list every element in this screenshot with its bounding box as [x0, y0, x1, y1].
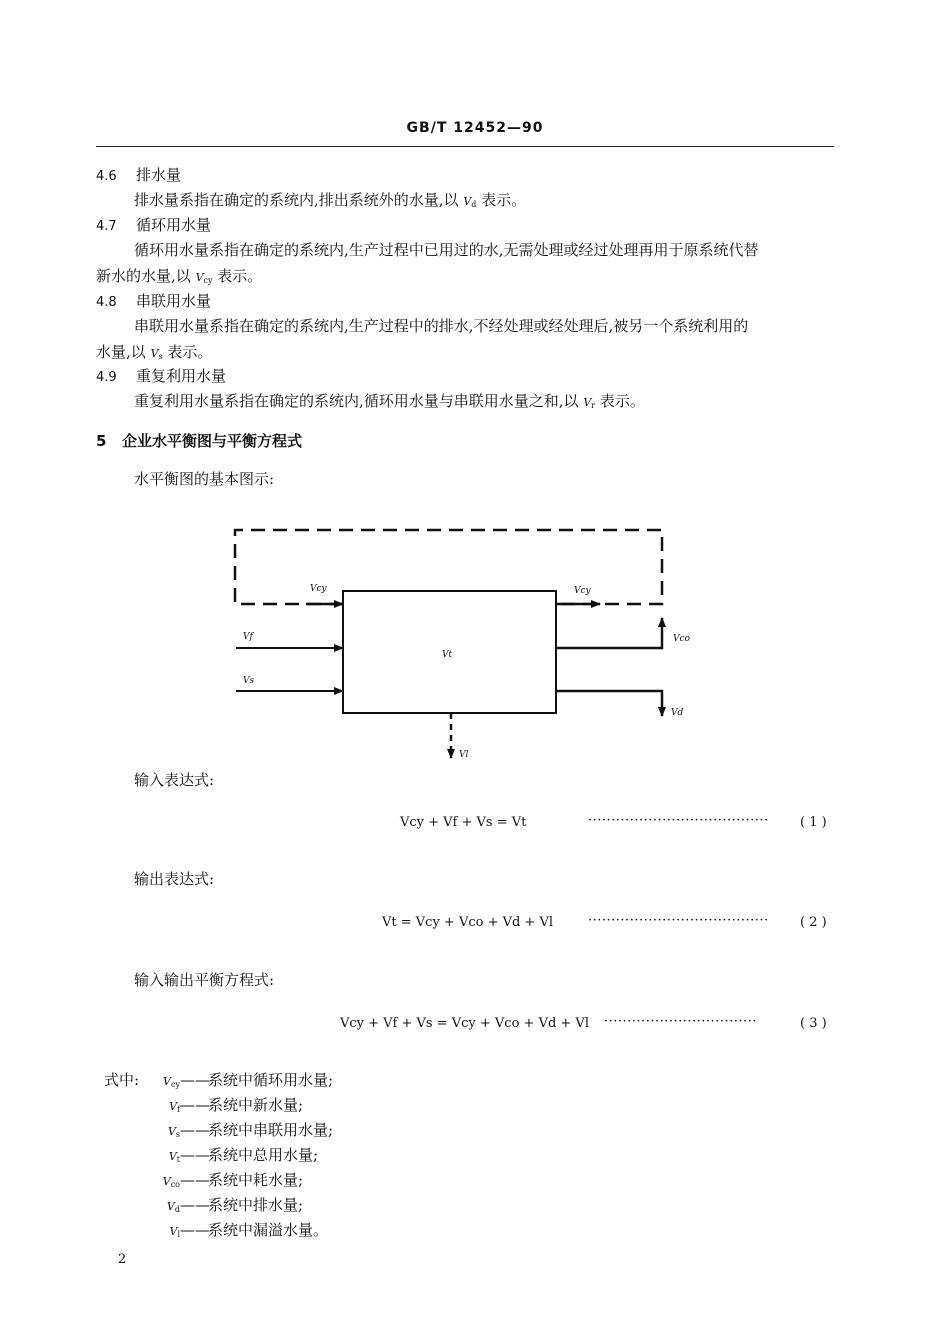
section-title: 循环用水量 — [136, 216, 212, 234]
label-vcy-out: Vcy — [574, 586, 591, 596]
section-title: 串联用水量 — [136, 292, 212, 310]
legend-variable: $V_l$ — [169, 1225, 180, 1239]
legend-description: 系统中漏溢水量。 — [208, 1221, 329, 1239]
section-number: 4.8 — [96, 295, 117, 310]
variable: $V_d$ — [463, 195, 477, 209]
label-vcy-in: Vcy — [310, 584, 327, 594]
consumed-water-arrow — [556, 618, 662, 648]
eq1-leader: ······································· — [588, 813, 769, 828]
section-4-7-line1: 循环用水量系指在确定的系统内,生产过程中已用过的水,无需处理或经过处理再用于原系统代替 — [134, 241, 759, 259]
eq2-number: ( 2 ) — [800, 915, 827, 930]
legend-variable: $V_{co}$ — [162, 1175, 180, 1189]
section-title: 企业水平衡图与平衡方程式 — [122, 432, 303, 450]
eq1-formula: Vcy + Vf + Vs = Vt — [400, 815, 527, 830]
eq3-number: ( 3 ) — [800, 1016, 827, 1031]
eq1-number: ( 1 ) — [800, 815, 827, 830]
eq2-leader: ······································· — [588, 913, 769, 928]
section-title: 排水量 — [136, 166, 182, 184]
section-number: 4.6 — [96, 169, 117, 184]
discharge-arrow — [556, 691, 662, 716]
legend-dash: —— — [180, 1071, 210, 1089]
variable: $V_{cy}$ — [195, 271, 213, 285]
legend-variable: $V_f$ — [169, 1100, 180, 1114]
legend-dash: —— — [180, 1121, 210, 1139]
body-text: 新水的水量,以 — [96, 267, 191, 285]
legend-description: 系统中循环用水量; — [208, 1071, 334, 1089]
variable: $V_r$ — [583, 396, 596, 410]
eq2-label: 输出表达式: — [134, 870, 215, 888]
label-vf: Vf — [243, 632, 253, 642]
legend-dash: —— — [180, 1096, 210, 1114]
section-number: 4.9 — [96, 370, 117, 385]
legend-variable: $V_t$ — [168, 1150, 180, 1164]
legend-variable: $V_{cy}$ — [163, 1075, 180, 1089]
body-text: 表示。 — [217, 267, 263, 285]
body-text: 表示。 — [167, 343, 213, 361]
body-text: 表示。 — [481, 191, 527, 209]
legend-description: 系统中串联用水量; — [208, 1121, 334, 1139]
eq3-leader: ································· — [604, 1014, 757, 1029]
legend-description: 系统中排水量; — [208, 1196, 304, 1214]
eq2-formula: Vt = Vcy + Vco + Vd + Vl — [382, 915, 554, 930]
label-vco: Vco — [673, 634, 690, 644]
body-text: 排水量系指在确定的系统内,排出系统外的水量,以 — [134, 191, 459, 209]
legend-dash: —— — [180, 1146, 210, 1164]
recycle-loop — [235, 530, 662, 604]
eq1-label: 输入表达式: — [134, 771, 215, 789]
legend-description: 系统中总用水量; — [208, 1146, 319, 1164]
page-number: 2 — [118, 1252, 127, 1267]
eq3-label: 输入输出平衡方程式: — [134, 971, 275, 989]
page-header: GB/T 12452—90 — [406, 120, 544, 136]
legend-dash: —— — [180, 1196, 210, 1214]
legend-variable: $V_d$ — [166, 1200, 180, 1214]
legend-dash: —— — [180, 1221, 210, 1239]
legend-prefix: 式中: — [104, 1071, 140, 1089]
label-vd: Vd — [671, 708, 684, 718]
label-vl: Vl — [459, 750, 469, 760]
legend-variable: $V_s$ — [167, 1125, 180, 1139]
section-4-8-line1: 串联用水量系指在确定的系统内,生产过程中的排水,不经处理或经处理后,被另一个系统利用的 — [134, 317, 749, 335]
section-number: 4.7 — [96, 219, 117, 234]
label-vs: Vs — [243, 676, 255, 686]
section-title: 重复利用水量 — [136, 367, 227, 385]
diagram-intro: 水平衡图的基本图示: — [134, 470, 275, 488]
legend-item — [150, 1218, 328, 1247]
label-vt: Vt — [442, 650, 453, 660]
body-text: 重复利用水量系指在确定的系统内,循环用水量与串联用水量之和,以 — [134, 392, 579, 410]
legend-description: 系统中新水量; — [208, 1096, 304, 1114]
legend-dash: —— — [180, 1171, 210, 1189]
variable: $V_s$ — [150, 347, 163, 361]
body-text: 表示。 — [599, 392, 645, 410]
eq3-formula: Vcy + Vf + Vs = Vcy + Vco + Vd + Vl — [340, 1016, 589, 1031]
body-text: 水量,以 — [96, 343, 146, 361]
section-number: 5 — [96, 432, 107, 450]
legend-description: 系统中耗水量; — [208, 1171, 304, 1189]
